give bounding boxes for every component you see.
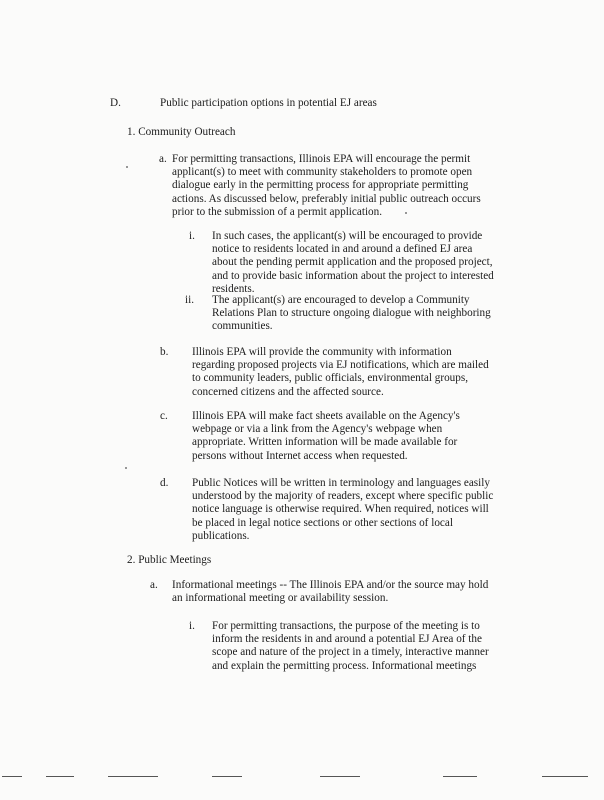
text-line: applicant(s) to meet with community stakeholders to promote open: [172, 166, 473, 179]
outreach-item-text: [192, 477, 493, 543]
text-line: actions. As discussed below, preferably initial public outreach occurs: [172, 192, 481, 205]
outreach-item-text: [172, 153, 481, 219]
scan-edge-mark: [46, 776, 74, 777]
subitem-text: [212, 294, 491, 334]
text-line: communities.: [212, 320, 273, 333]
outreach-item-text: [192, 410, 460, 463]
text-line: an informational meeting or availability session.: [172, 592, 389, 605]
text-line: webpage or via a link from the Agency's webpage when: [192, 423, 443, 436]
text-line: regarding proposed projects via EJ notifications, which are mailed: [192, 359, 489, 372]
text-line: publications.: [192, 529, 250, 542]
text-line: scope and nature of the project in a timely, interactive manner: [212, 646, 489, 659]
text-line: Informational meetings -- The Illinois EPA and/or the source may hold: [172, 579, 489, 591]
text-line: Public Notices will be written in terminology and languages easily: [192, 477, 490, 489]
scan-edge-mark: [2, 776, 22, 777]
text-line: persons without Internet access when requested.: [192, 449, 408, 462]
text-line: notice to residents located in and around a defined EJ area: [212, 243, 473, 256]
scan-edge-mark: [320, 776, 360, 777]
text-line: appropriate. Written information will be made available for: [192, 436, 458, 449]
text-line: Illinois EPA will provide the community with information: [192, 346, 452, 358]
section-heading: Public participation options in potential EJ areas: [160, 97, 377, 109]
text-line: residents.: [212, 282, 255, 295]
outreach-item-text: [192, 346, 489, 399]
subitem-text: [212, 230, 494, 296]
scan-speck: [125, 467, 127, 469]
text-line: For permitting transactions, the purpose of the meeting is to: [212, 620, 480, 632]
subitem-text: [212, 620, 489, 673]
scan-speck: [126, 166, 128, 168]
scan-edge-mark: [443, 776, 477, 777]
outreach-item-marker: a.: [159, 153, 167, 165]
meetings-item-text: [172, 579, 488, 605]
scan-edge-mark: [212, 776, 242, 777]
scan-edge-mark: [108, 776, 158, 777]
text-line: and explain the permitting process. Informational meetings: [212, 659, 477, 672]
text-line: For permitting transactions, Illinois EPA will encourage the permit: [172, 153, 471, 165]
text-line: prior to the submission of a permit application.: [172, 205, 383, 218]
meetings-heading: 2. Public Meetings: [127, 554, 212, 566]
text-line: Relations Plan to structure ongoing dialogue with neighboring: [212, 307, 491, 320]
outreach-heading: 1. Community Outreach: [127, 126, 236, 138]
meetings-item-marker: a.: [150, 579, 158, 591]
subitem-marker: i.: [189, 620, 195, 632]
text-line: understood by the majority of readers, except where specific public: [192, 490, 494, 503]
scan-edge-mark: [542, 776, 588, 777]
text-line: concerned citizens and the affected source.: [192, 385, 384, 398]
section-marker: D.: [110, 97, 121, 109]
outreach-item-marker: b.: [160, 346, 169, 358]
outreach-item-marker: d.: [160, 477, 169, 489]
text-line: In such cases, the applicant(s) will be encouraged to provide: [212, 230, 483, 242]
text-line: inform the residents in and around a potential EJ Area of the: [212, 633, 482, 646]
text-line: to community leaders, public officials, environmental groups,: [192, 372, 468, 385]
text-line: about the pending permit application and the proposed project,: [212, 256, 493, 269]
text-line: and to provide basic information about the project to interested: [212, 269, 494, 282]
text-line: Illinois EPA will make fact sheets available on the Agency's: [192, 410, 460, 422]
text-line: dialogue early in the permitting process for appropriate permitting: [172, 179, 469, 192]
text-line: notice language is otherwise required. When required, notices will: [192, 503, 489, 516]
scan-speck: [405, 212, 407, 214]
text-line: The applicant(s) are encouraged to develop a Community: [212, 294, 470, 306]
subitem-marker: i.: [189, 230, 195, 242]
outreach-item-marker: c.: [160, 410, 168, 422]
text-line: be placed in legal notice sections or other sections of local: [192, 516, 453, 529]
subitem-marker: ii.: [185, 294, 195, 306]
